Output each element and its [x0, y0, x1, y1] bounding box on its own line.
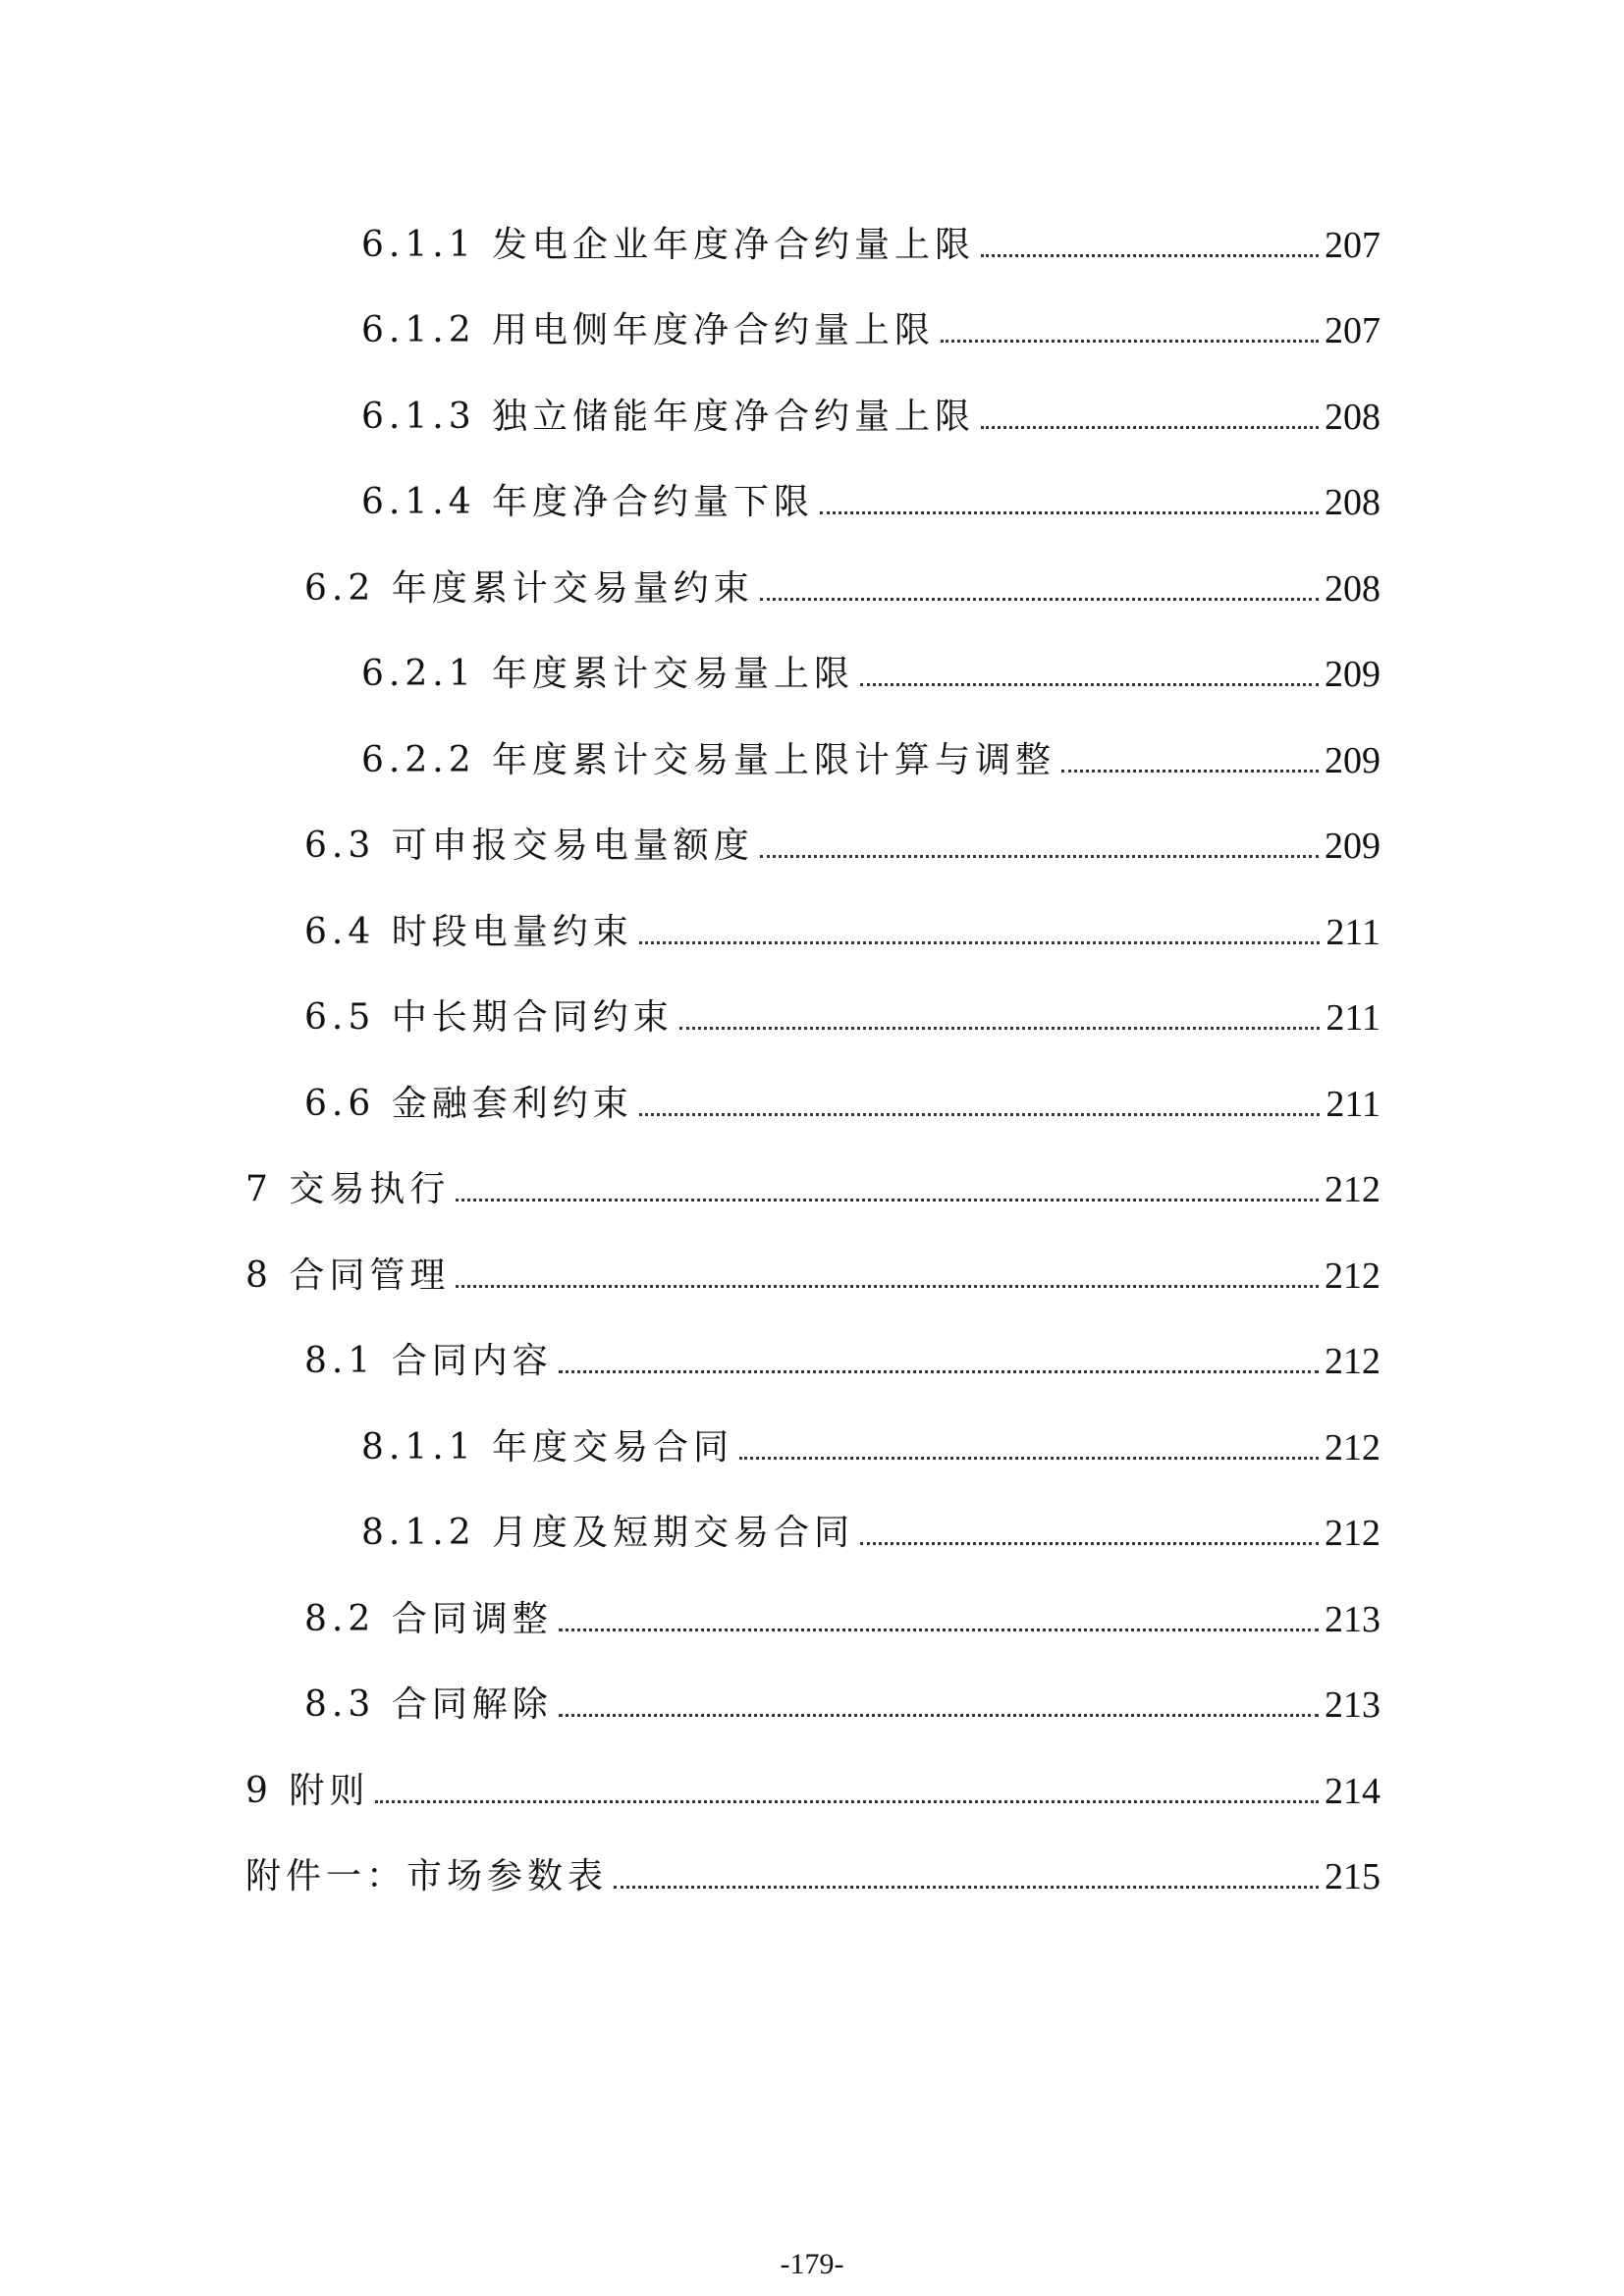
toc-entry-page: 208: [1325, 397, 1380, 438]
toc-dot-leader: [639, 1113, 1321, 1116]
toc-entry-label: 8.1.2 月度及短期交易合同: [361, 1513, 855, 1553]
toc-entry-label: 7 交易执行: [245, 1169, 451, 1209]
toc-entry-page: 212: [1325, 1427, 1380, 1468]
toc-entry-label: 6.1.2 用电侧年度净合约量上限: [361, 310, 936, 350]
toc-entry-6-1-1[interactable]: [361, 208, 1380, 267]
toc-dot-leader: [639, 941, 1321, 944]
toc-entry-label: 6.2.2 年度累计交易量上限计算与调整: [361, 740, 1056, 780]
toc-dot-leader: [375, 1800, 1319, 1803]
toc-entry-page: 213: [1325, 1599, 1380, 1640]
toc-entry-8-3[interactable]: [304, 1668, 1380, 1727]
toc-dot-leader: [981, 254, 1319, 257]
toc-entry-8[interactable]: [245, 1239, 1380, 1298]
toc-entry-label: 6.5 中长期合同约束: [304, 997, 674, 1038]
toc-entry-label: 附件一：市场参数表: [245, 1856, 609, 1896]
toc-entry-page: 215: [1325, 1856, 1380, 1897]
toc-entry-page: 212: [1325, 1341, 1380, 1382]
toc-entry-label: 6.2 年度累计交易量约束: [304, 568, 754, 609]
toc-entry-6-4[interactable]: [304, 895, 1380, 954]
toc-dot-leader: [559, 1629, 1319, 1631]
toc-entry-8-1-2[interactable]: [361, 1496, 1380, 1555]
toc-dot-leader: [1061, 770, 1319, 773]
toc-entry-page: 209: [1325, 826, 1380, 867]
toc-entry-page: 208: [1325, 482, 1380, 523]
toc-dot-leader: [456, 1199, 1319, 1201]
toc-entry-6-5[interactable]: [304, 981, 1380, 1040]
toc-entry-page: 211: [1326, 997, 1380, 1039]
toc-entry-6-1-3[interactable]: [361, 380, 1380, 439]
toc-entry-page: 209: [1325, 654, 1380, 695]
toc-entry-page: 211: [1326, 1084, 1380, 1125]
toc-entry-label: 6.4 时段电量约束: [304, 912, 633, 952]
toc-entry-label: 8.3 合同解除: [304, 1684, 553, 1725]
toc-entry-label: 6.1.1 发电企业年度净合约量上限: [361, 225, 976, 265]
toc-entry-9[interactable]: [245, 1754, 1380, 1813]
toc-dot-leader: [860, 1542, 1319, 1545]
toc-entry-page: 211: [1326, 912, 1380, 953]
toc-entry-page: 209: [1325, 740, 1380, 781]
toc-dot-leader: [981, 426, 1319, 429]
toc-entry-6-1-4[interactable]: [361, 465, 1380, 524]
toc-entry-8-2[interactable]: [304, 1582, 1380, 1641]
toc-entry-6-2-1[interactable]: [361, 637, 1380, 696]
toc-entry-7[interactable]: [245, 1152, 1380, 1211]
toc-entry-6-6[interactable]: [304, 1067, 1380, 1126]
toc-dot-leader: [941, 340, 1319, 343]
toc-dot-leader: [760, 598, 1319, 601]
toc-dot-leader: [860, 683, 1319, 686]
toc-dot-leader: [760, 855, 1319, 858]
toc-entry-page: 207: [1325, 225, 1380, 266]
toc-dot-leader: [679, 1027, 1321, 1030]
toc-entry-label: 8.1.1 年度交易合同: [361, 1427, 734, 1468]
toc-entry-label: 8.2 合同调整: [304, 1599, 553, 1639]
toc-dot-leader: [614, 1886, 1319, 1889]
toc-entry-page: 212: [1325, 1169, 1380, 1210]
toc-entry-6-1-2[interactable]: [361, 294, 1380, 352]
toc-entry-6-3[interactable]: [304, 809, 1380, 868]
toc-entry-label: 6.3 可申报交易电量额度: [304, 826, 754, 866]
toc-entry-appendix-1[interactable]: [245, 1840, 1380, 1898]
toc-entry-page: 212: [1325, 1255, 1380, 1297]
toc-dot-leader: [739, 1457, 1319, 1460]
toc-entry-label: 9 附则: [245, 1771, 370, 1811]
toc-dot-leader: [559, 1714, 1319, 1717]
toc-entry-label: 6.6 金融套利约束: [304, 1084, 633, 1124]
toc-entry-label: 6.2.1 年度累计交易量上限: [361, 654, 855, 694]
toc-dot-leader: [820, 511, 1319, 514]
toc-dot-leader: [456, 1285, 1319, 1288]
toc-entry-page: 212: [1325, 1513, 1380, 1554]
toc-entry-6-2[interactable]: [304, 552, 1380, 611]
toc-entry-page: 214: [1325, 1771, 1380, 1812]
toc-entry-page: 207: [1325, 310, 1380, 351]
toc-entry-8-1[interactable]: [304, 1324, 1380, 1383]
toc-entry-label: 6.1.3 独立储能年度净合约量上限: [361, 397, 976, 437]
toc-entry-8-1-1[interactable]: [361, 1411, 1380, 1469]
toc-entry-label: 8 合同管理: [245, 1255, 451, 1296]
page-number: -179-: [780, 2248, 844, 2280]
toc-entry-page: 208: [1325, 568, 1380, 610]
toc-entry-label: 8.1 合同内容: [304, 1341, 553, 1381]
toc-entry-label: 6.1.4 年度净合约量下限: [361, 482, 815, 522]
toc-entry-6-2-2[interactable]: [361, 723, 1380, 782]
toc-entry-page: 213: [1325, 1684, 1380, 1726]
toc-dot-leader: [559, 1370, 1319, 1373]
